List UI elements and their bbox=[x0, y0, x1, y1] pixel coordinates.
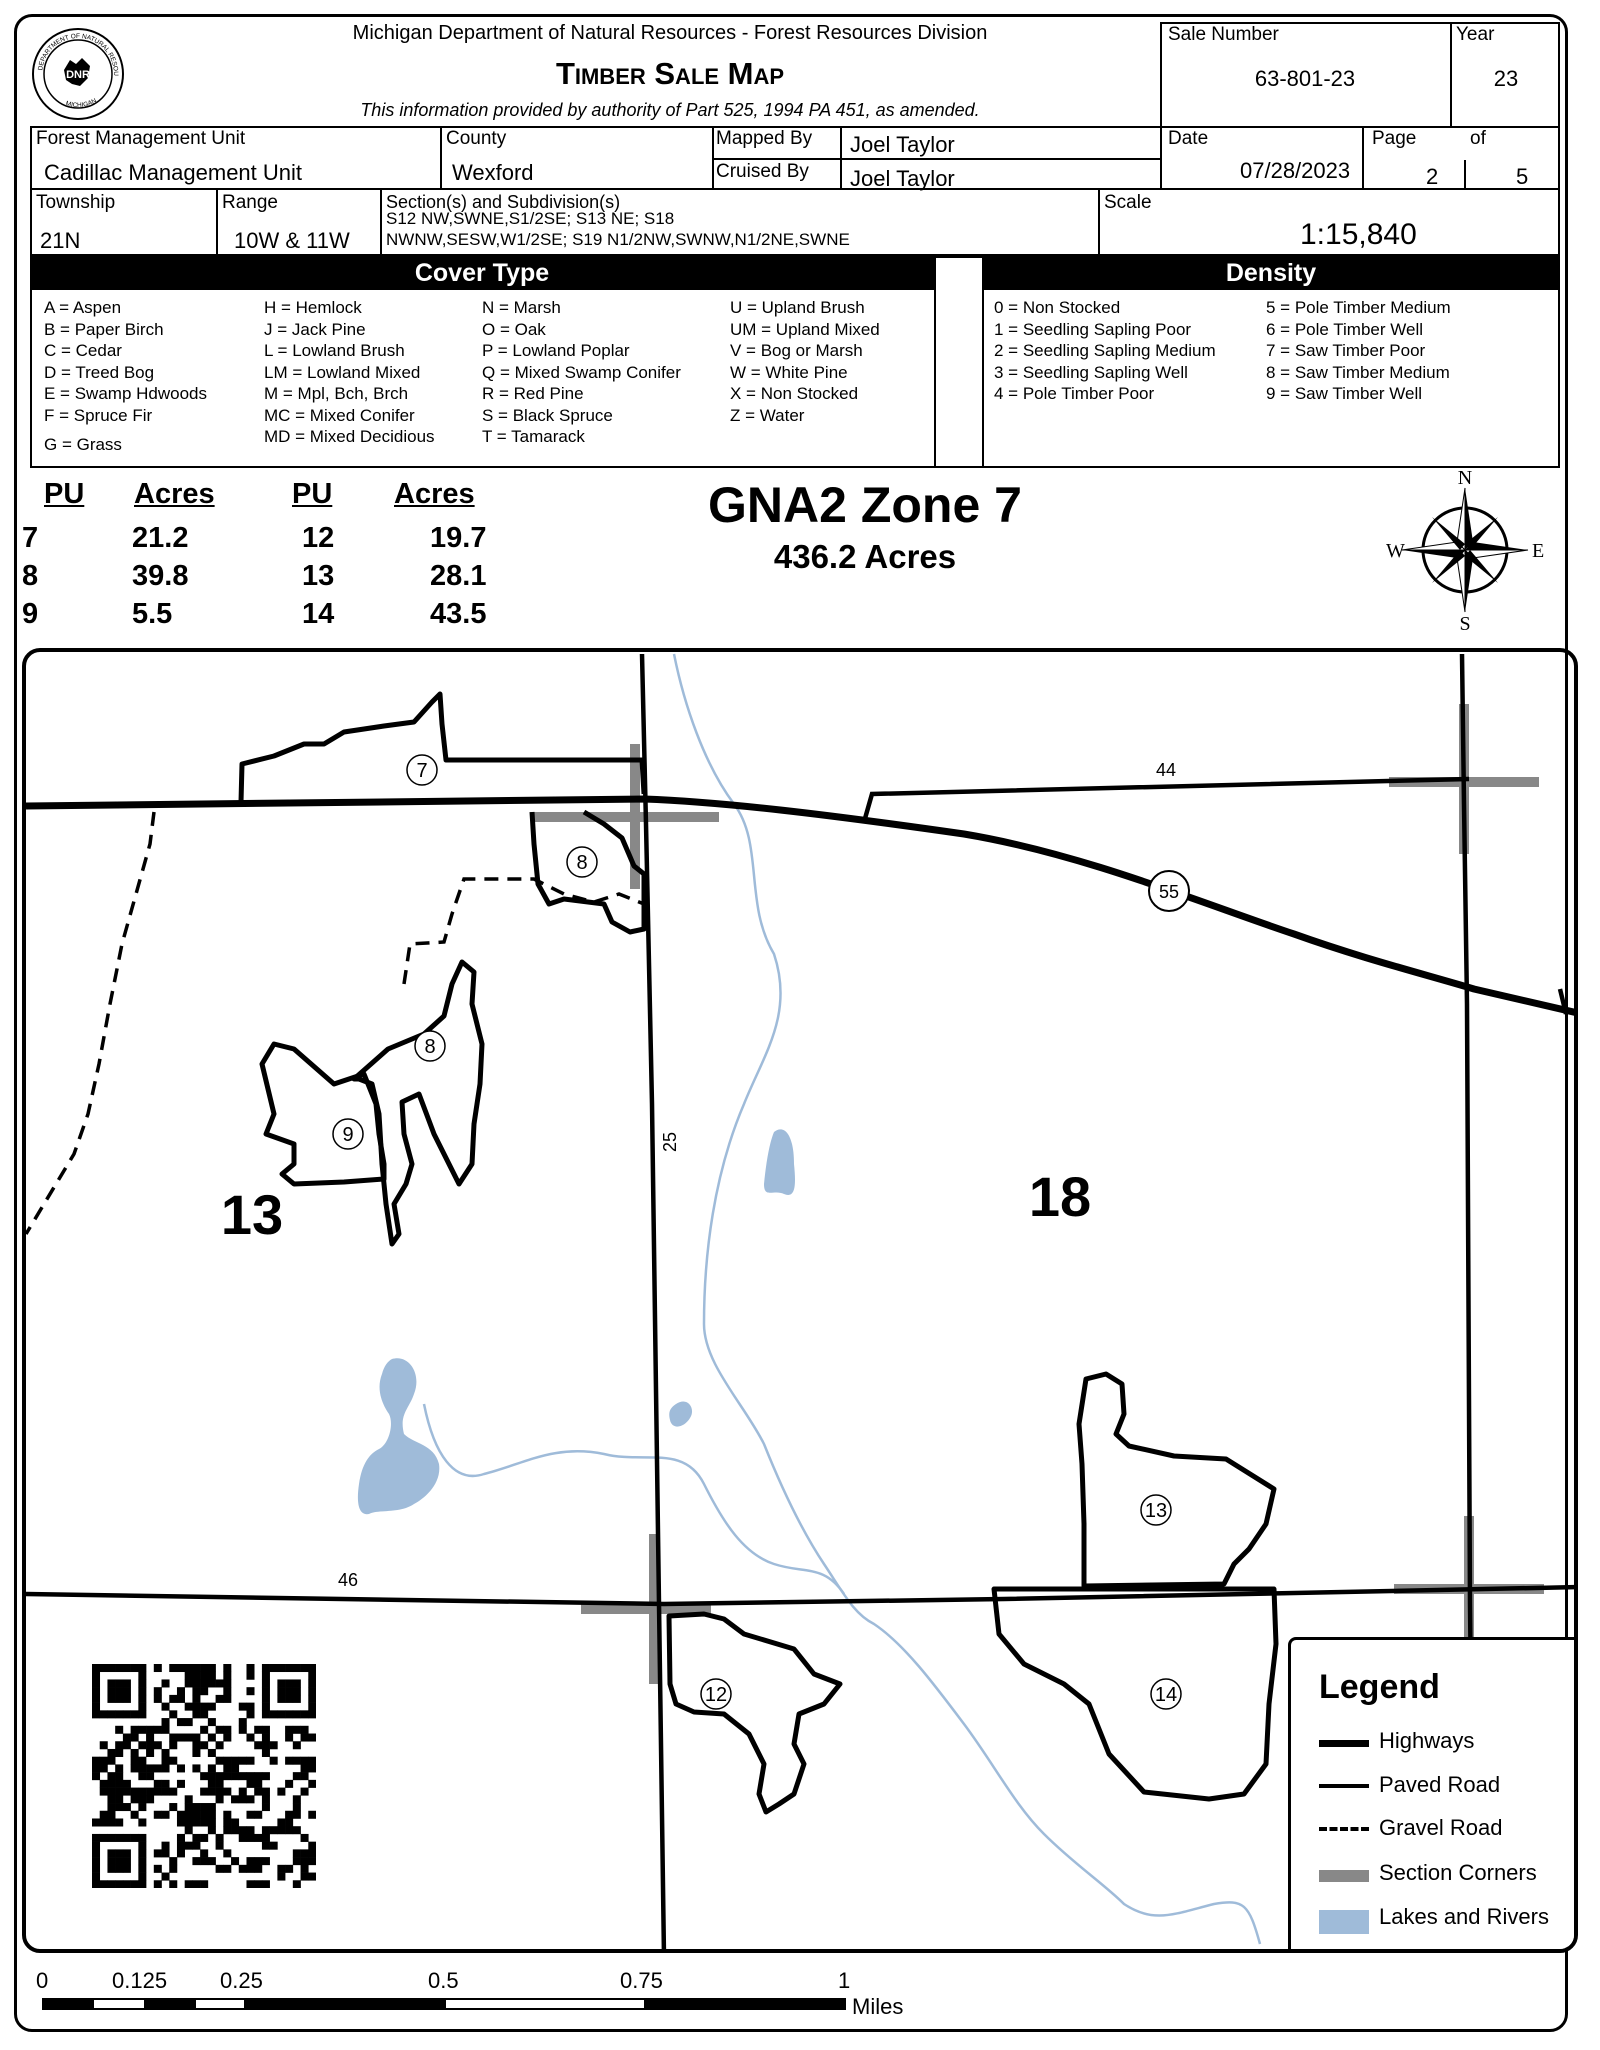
density-item: 2 = Seedling Sapling Medium bbox=[994, 341, 1216, 360]
road-25-label: 25 bbox=[660, 1131, 680, 1153]
cover-type-item: MD = Mixed Decidious bbox=[264, 427, 435, 446]
authority-text: This information provided by authority of Part 525, 1994 PA 451, as amended. bbox=[360, 100, 980, 120]
sections-line-1: S12 NW,SWNE,S1/2SE; S13 NE; S18 bbox=[386, 209, 675, 228]
pu-label: 7 bbox=[416, 760, 428, 782]
page-value: 2 bbox=[1426, 164, 1439, 189]
range-value: 10W & 11W bbox=[234, 228, 350, 253]
fmu-value: Cadillac Management Unit bbox=[44, 160, 303, 185]
year-label: Year bbox=[1456, 24, 1495, 45]
acres-cell: 39.8 bbox=[132, 560, 189, 592]
cover-type-item: R = Red Pine bbox=[482, 384, 584, 403]
density-item: 3 = Seedling Sapling Well bbox=[994, 362, 1188, 382]
range-label: Range bbox=[222, 192, 278, 213]
date-label: Date bbox=[1168, 128, 1209, 149]
pu-label: 9 bbox=[342, 1124, 354, 1146]
cover-type-item: W = White Pine bbox=[730, 362, 848, 382]
cover-type-item: MC = Mixed Conifer bbox=[264, 405, 415, 425]
legend-water-swatch bbox=[1319, 1910, 1369, 1934]
river bbox=[674, 654, 1260, 1944]
cover-type-item: N = Marsh bbox=[482, 298, 561, 317]
pu-label: 14 bbox=[1154, 1684, 1178, 1706]
logo-center-text: DNR bbox=[66, 69, 90, 81]
density-item: 7 = Saw Timber Poor bbox=[1266, 341, 1426, 360]
section-18-label: 18 bbox=[1028, 1165, 1092, 1228]
cover-type-item: U = Upland Brush bbox=[730, 298, 865, 317]
road-44-label: 44 bbox=[1156, 760, 1177, 780]
legend-paved-road: Paved Road bbox=[1379, 1772, 1501, 1797]
acres-header-2: Acres bbox=[394, 478, 475, 510]
cruised-by-label: Cruised By bbox=[716, 161, 809, 182]
mapped-by-label: Mapped By bbox=[716, 128, 813, 149]
map-title: Timber Sale Map bbox=[555, 56, 785, 91]
dnr-logo bbox=[30, 26, 126, 122]
acres-cell: 43.5 bbox=[430, 598, 487, 630]
road-46-label: 46 bbox=[337, 1570, 359, 1590]
cover-type-item: UM = Upland Mixed bbox=[730, 319, 880, 339]
acres-cell: 5.5 bbox=[132, 598, 173, 630]
pu-cell: 8 bbox=[22, 560, 39, 592]
map-frame bbox=[22, 648, 1578, 1953]
cover-type-item: H = Hemlock bbox=[264, 298, 362, 317]
qr-code-icon[interactable] bbox=[92, 1664, 316, 1888]
legend-gravel-road: Gravel Road bbox=[1379, 1815, 1503, 1840]
legend-section-corners: Section Corners bbox=[1379, 1860, 1537, 1885]
acres-cell: 21.2 bbox=[132, 522, 189, 554]
cruised-by-value: Joel Taylor bbox=[850, 166, 955, 191]
cover-type-item: D = Treed Bog bbox=[44, 362, 155, 382]
legend-gravel-swatch bbox=[1319, 1827, 1369, 1831]
scale-tick-05: 0.5 bbox=[428, 1968, 459, 1993]
cover-type-item: G = Grass bbox=[44, 435, 122, 454]
cover-type-item: L = Lowland Brush bbox=[264, 341, 405, 360]
county-label: County bbox=[446, 128, 507, 149]
legend-paved-swatch bbox=[1319, 1784, 1369, 1788]
density-item: 0 = Non Stocked bbox=[994, 298, 1121, 317]
highway bbox=[26, 799, 1578, 1014]
section-13-label: 13 bbox=[220, 1183, 284, 1246]
scale-tick-0125: 0.125 bbox=[112, 1968, 168, 1993]
road-55-label: 55 bbox=[1158, 882, 1180, 902]
of-value: 5 bbox=[1516, 164, 1529, 189]
compass-n: N bbox=[1457, 470, 1473, 489]
density-title: Density bbox=[982, 256, 1560, 290]
scale-label: Scale bbox=[1104, 192, 1152, 213]
map-legend bbox=[1288, 1637, 1578, 1953]
lake bbox=[669, 1402, 692, 1427]
legend-title: Legend bbox=[1319, 1668, 1440, 1706]
cover-type-item: A = Aspen bbox=[44, 298, 122, 317]
sale-number-label: Sale Number bbox=[1168, 24, 1279, 45]
pu-header-1: PU bbox=[44, 478, 85, 510]
agency-name: Michigan Department of Natural Resources - Forest Resources Division bbox=[352, 22, 988, 44]
pu-cell: 14 bbox=[302, 598, 335, 630]
cover-type-item: X = Non Stocked bbox=[730, 384, 859, 403]
pu-label: 13 bbox=[1144, 1500, 1168, 1522]
pu-label: 12 bbox=[704, 1684, 728, 1706]
legend-corners-swatch bbox=[1319, 1870, 1369, 1882]
legend-lakes-rivers: Lakes and Rivers bbox=[1379, 1904, 1549, 1929]
density-item: 4 = Pole Timber Poor bbox=[994, 384, 1155, 403]
compass-rose-icon bbox=[1380, 470, 1550, 630]
cover-type-item: S = Black Spruce bbox=[482, 405, 613, 425]
pu-cell: 13 bbox=[302, 560, 335, 592]
pu-label: 8 bbox=[424, 1036, 436, 1058]
cover-type-item: F = Spruce Fir bbox=[44, 405, 153, 425]
lake bbox=[358, 1358, 439, 1514]
cover-type-title: Cover Type bbox=[30, 256, 934, 290]
scale-tick-0: 0 bbox=[36, 1968, 49, 1993]
cover-type-item: O = Oak bbox=[482, 319, 546, 339]
compass-e: E bbox=[1532, 540, 1545, 562]
cover-type-item: Z = Water bbox=[730, 405, 805, 425]
scale-value: 1:15,840 bbox=[1300, 218, 1417, 251]
page-label: Page bbox=[1372, 128, 1417, 149]
density-item: 5 = Pole Timber Medium bbox=[1266, 298, 1451, 317]
acres-cell: 19.7 bbox=[430, 522, 487, 554]
zone-acres: 436.2 Acres bbox=[773, 538, 957, 575]
legend-highway-swatch bbox=[1319, 1740, 1369, 1747]
township-label: Township bbox=[36, 192, 116, 213]
pu-header-2: PU bbox=[292, 478, 333, 510]
pu-label: 8 bbox=[576, 852, 588, 874]
acres-cell: 28.1 bbox=[430, 560, 487, 592]
compass-s: S bbox=[1459, 613, 1471, 630]
sections-line-2: NWNW,SESW,W1/2SE; S19 N1/2NW,SWNW,N1/2NE,SWNE bbox=[386, 230, 850, 249]
acres-header-1: Acres bbox=[134, 478, 215, 510]
pu-cell: 9 bbox=[22, 598, 39, 630]
density-item: 6 = Pole Timber Well bbox=[1266, 319, 1424, 339]
lake bbox=[764, 1129, 795, 1195]
scale-tick-1: 1 bbox=[838, 1968, 851, 1993]
of-label: of bbox=[1470, 128, 1486, 149]
township-value: 21N bbox=[40, 228, 81, 253]
cover-type-item: B = Paper Birch bbox=[44, 319, 164, 339]
scale-unit: Miles bbox=[852, 1994, 904, 2019]
sale-number: 63-801-23 bbox=[1254, 66, 1356, 91]
logo-bottom-text: MICHIGAN bbox=[64, 97, 98, 110]
cover-type-item: LM = Lowland Mixed bbox=[264, 362, 421, 382]
zone-title: GNA2 Zone 7 bbox=[708, 477, 1022, 533]
pu-cell: 7 bbox=[22, 522, 39, 554]
cover-type-item: Q = Mixed Swamp Conifer bbox=[482, 362, 681, 382]
scale-tick-075: 0.75 bbox=[620, 1968, 663, 1993]
scale-tick-025: 0.25 bbox=[220, 1968, 263, 1993]
density-item: 8 = Saw Timber Medium bbox=[1266, 362, 1450, 382]
compass-w: W bbox=[1386, 540, 1405, 562]
stand-boundaries bbox=[241, 694, 1276, 1812]
cover-type-item: C = Cedar bbox=[44, 341, 122, 360]
sections-label: Section(s) and Subdivision(s) bbox=[386, 192, 621, 212]
logo-top-text: DEPARTMENT OF NATURAL RESOU bbox=[37, 33, 120, 76]
date-value: 07/28/2023 bbox=[1240, 158, 1351, 183]
cover-type-item: M = Mpl, Bch, Brch bbox=[264, 384, 409, 403]
mapped-by-value: Joel Taylor bbox=[850, 132, 955, 157]
cover-type-item: E = Swamp Hdwoods bbox=[44, 384, 207, 403]
gravel-roads bbox=[26, 812, 644, 1234]
cover-type-item: P = Lowland Poplar bbox=[482, 341, 630, 360]
year-value: 23 bbox=[1493, 66, 1519, 91]
cover-type-item: V = Bog or Marsh bbox=[730, 341, 863, 360]
fmu-label: Forest Management Unit bbox=[36, 128, 246, 149]
county-value: Wexford bbox=[452, 160, 534, 185]
density-item: 1 = Seedling Sapling Poor bbox=[994, 319, 1192, 339]
pu-cell: 12 bbox=[302, 522, 335, 554]
cover-type-item: J = Jack Pine bbox=[264, 319, 366, 339]
legend-highways: Highways bbox=[1379, 1728, 1475, 1753]
cover-type-item: T = Tamarack bbox=[482, 427, 585, 446]
river bbox=[424, 1404, 844, 1594]
density-item: 9 = Saw Timber Well bbox=[1266, 384, 1423, 403]
